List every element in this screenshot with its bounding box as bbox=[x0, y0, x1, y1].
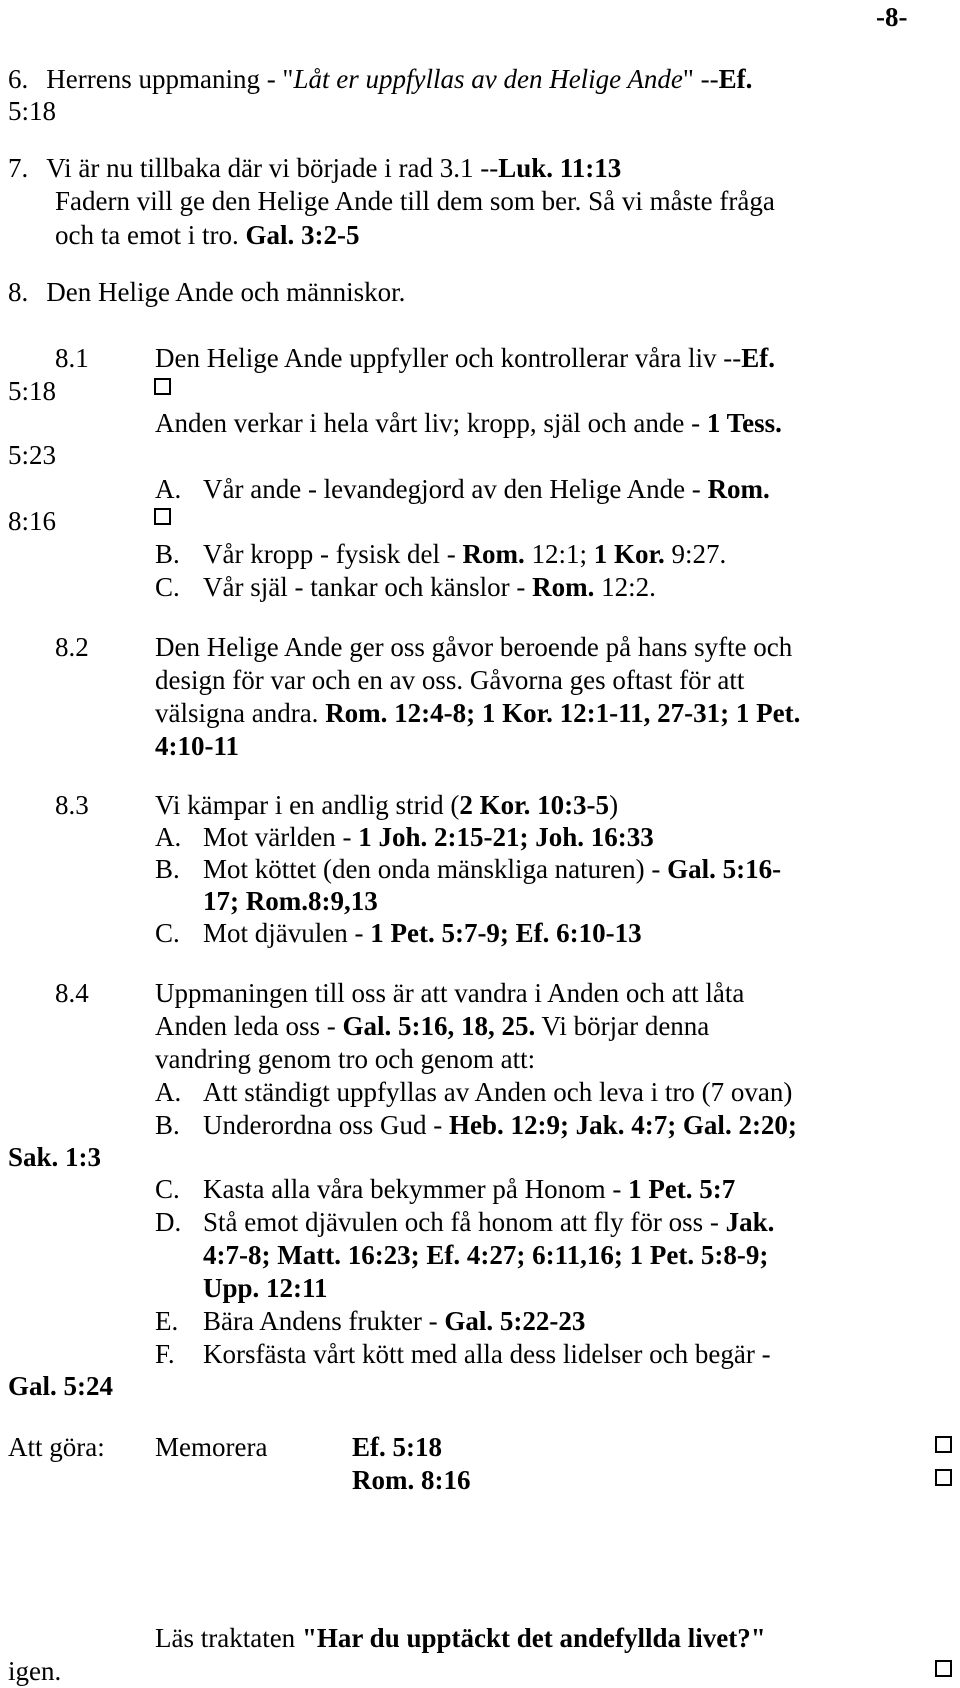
section-8-4-d-line-3: Upp. 12:11 bbox=[203, 1273, 328, 1303]
item-6-line bbox=[8, 66, 752, 93]
section-8-4-e-label: E. bbox=[155, 1306, 179, 1336]
section-8-4-b-ref: Heb. 12:9; Jak. 4:7; Gal. 2:20; bbox=[448, 1110, 797, 1140]
section-8-1-a-ref: Rom. bbox=[707, 474, 770, 504]
section-8-4-line-2 bbox=[155, 1013, 709, 1040]
section-8-1-c-text: Vår själ - tankar och känslor - bbox=[203, 572, 533, 602]
section-8-3-b-line-2: 17; Rom.8:9,13 bbox=[203, 886, 378, 916]
section-8-4-c-text: Kasta alla våra bekymmer på Honom - bbox=[203, 1174, 629, 1204]
section-8-3-c-ref: 1 Pet. 5:7-9; Ef. 6:10-13 bbox=[370, 918, 642, 948]
section-8-2-line-4: 4:10-11 bbox=[155, 731, 239, 761]
section-8-1-b-text: Vår kropp - fysisk del - bbox=[203, 539, 463, 569]
item-7-line-2: Fadern vill ge den Helige Ande till dem som ber. Så vi måste fråga bbox=[55, 186, 775, 216]
section-8-3-line-1 bbox=[155, 792, 618, 819]
section-8-1-a-line bbox=[203, 476, 770, 503]
section-8-3-number: 8.3 bbox=[55, 790, 89, 820]
section-8-1-line-1 bbox=[155, 345, 775, 372]
section-8-4-line-2-post: Vi börjar denna bbox=[535, 1011, 710, 1041]
section-8-4-line-2-text: Anden leda oss - bbox=[155, 1011, 343, 1041]
section-8-3-c-text: Mot djävulen - bbox=[203, 918, 371, 948]
section-8-3-text-post: ) bbox=[609, 790, 619, 820]
item-8-number: 8. bbox=[8, 277, 29, 307]
section-8-2-line-2: design för var och en av oss. Gåvorna ges oftast för att bbox=[155, 665, 745, 695]
checkbox-icon[interactable] bbox=[935, 1436, 952, 1453]
checkbox-icon[interactable] bbox=[935, 1660, 952, 1677]
margin-ref-3: 8:16 bbox=[8, 506, 57, 536]
checkbox-icon[interactable] bbox=[935, 1469, 952, 1486]
section-8-1-line-2-ref: 1 Tess. bbox=[706, 408, 782, 438]
section-8-1-b-ref: Rom. bbox=[462, 539, 525, 569]
section-8-3-c-label: C. bbox=[155, 918, 180, 948]
todo-ref-1: Ef. 5:18 bbox=[352, 1432, 442, 1462]
section-8-1-b-ref-2: 12:1; bbox=[524, 539, 594, 569]
item-6-number: 6. bbox=[8, 64, 29, 94]
section-8-3-ref: 2 Kor. 10:3-5 bbox=[459, 790, 610, 820]
todo-read-title: "Har du upptäckt det andefyllda livet?" bbox=[301, 1623, 766, 1653]
item-8-title: Den Helige Ande och människor. bbox=[46, 277, 406, 307]
section-8-1-a-label: A. bbox=[155, 474, 182, 504]
margin-ref-1: 5:18 bbox=[8, 376, 57, 406]
item-7-number: 7. bbox=[8, 153, 29, 183]
section-8-4-f-text: Korsfästa vårt kött med alla dess lidelser och begär - bbox=[203, 1339, 771, 1369]
section-8-1-number: 8.1 bbox=[55, 343, 89, 373]
section-8-4-c-label: C. bbox=[155, 1174, 180, 1204]
section-8-2-line-3-text: välsigna andra. bbox=[155, 698, 326, 728]
item-7-ref-2: 11:13 bbox=[553, 153, 622, 183]
section-8-1-b-label: B. bbox=[155, 539, 180, 569]
section-8-4-c-ref: 1 Pet. 5:7 bbox=[628, 1174, 736, 1204]
section-8-3-a-line bbox=[203, 824, 654, 851]
section-8-4-c-line bbox=[203, 1176, 735, 1203]
section-8-1-b-line bbox=[203, 541, 726, 568]
section-8-3-b-line bbox=[203, 856, 781, 883]
section-8-3-a-text: Mot världen - bbox=[203, 822, 359, 852]
section-8-1-c-label: C. bbox=[155, 572, 180, 602]
margin-ref-gal: Gal. 5:24 bbox=[8, 1371, 113, 1401]
section-8-3-b-label: B. bbox=[155, 854, 180, 884]
section-8-1-text: Den Helige Ande uppfyller och kontrollerar våra liv -- bbox=[155, 343, 742, 373]
margin-ref-2: 5:23 bbox=[8, 440, 57, 470]
section-8-4-d-label: D. bbox=[155, 1207, 182, 1237]
section-8-4-line-3: vandring genom tro och genom att: bbox=[155, 1044, 536, 1074]
item-6-ref-cont: 5:18 bbox=[8, 96, 57, 126]
section-8-4-d-line-2: 4:7-8; Matt. 16:23; Ef. 4:27; 6:11,16; 1 Pet. 5:8-9; bbox=[203, 1240, 769, 1270]
section-8-4-e-ref: Gal. 5:22-23 bbox=[444, 1306, 586, 1336]
section-8-4-b-text: Underordna oss Gud - bbox=[203, 1110, 449, 1140]
todo-label: Att göra: bbox=[8, 1432, 105, 1462]
item-6-text-post: " -- bbox=[682, 64, 719, 94]
section-8-1-a-text: Vår ande - levandegjord av den Helige Ande - bbox=[203, 474, 708, 504]
todo-read-cont: igen. bbox=[8, 1656, 62, 1686]
section-8-4-a-label: A. bbox=[155, 1077, 182, 1107]
item-7-ref: Luk. bbox=[498, 153, 554, 183]
section-8-3-b-ref: Gal. 5:16- bbox=[667, 854, 782, 884]
item-7-line-3-ref: Gal. bbox=[245, 220, 295, 250]
section-8-1-c-ref-2: 12:2. bbox=[594, 572, 656, 602]
section-8-2-line-3 bbox=[155, 700, 800, 727]
todo-task: Memorera bbox=[155, 1432, 268, 1462]
section-8-3-b-text: Mot köttet (den onda mänskliga naturen) - bbox=[203, 854, 668, 884]
section-8-2-number: 8.2 bbox=[55, 632, 89, 662]
section-8-4-line-1: Uppmaningen till oss är att vandra i Anden och att låta bbox=[155, 978, 745, 1008]
section-8-4-b-line bbox=[203, 1112, 797, 1139]
item-6-quote: Låt er uppfyllas av den Helige Ande bbox=[293, 64, 683, 94]
section-8-1-b-ref-3: 1 Kor. bbox=[593, 539, 665, 569]
section-8-1-line-2-text: Anden verkar i hela vårt liv; kropp, själ och ande - bbox=[155, 408, 707, 438]
todo-read-text: Läs traktaten bbox=[155, 1623, 302, 1653]
section-8-1-c-ref: Rom. bbox=[532, 572, 595, 602]
section-8-4-e-line bbox=[203, 1308, 585, 1335]
section-8-3-c-line bbox=[203, 920, 642, 947]
section-8-4-d-line bbox=[203, 1209, 774, 1236]
item-7-line-3-text: och ta emot i tro. bbox=[55, 220, 246, 250]
item-7-line-3-ref-2: 3:2-5 bbox=[294, 220, 360, 250]
todo-ref-2: Rom. 8:16 bbox=[352, 1465, 471, 1495]
section-8-4-d-text: Stå emot djävulen och få honom att fly för oss - bbox=[203, 1207, 726, 1237]
section-8-4-e-text: Bära Andens frukter - bbox=[203, 1306, 445, 1336]
section-8-2-line-3-ref: Rom. 12:4-8; 1 Kor. 12:1-11, 27-31; 1 Pet. bbox=[325, 698, 801, 728]
item-7-line-1 bbox=[8, 155, 621, 182]
section-8-4-d-ref: Jak. bbox=[725, 1207, 775, 1237]
item-7-text: Vi är nu tillbaka där vi började i rad 3.1 -- bbox=[46, 153, 499, 183]
item-8-line bbox=[8, 279, 405, 306]
margin-ref-sak: Sak. 1:3 bbox=[8, 1142, 102, 1172]
checkbox-icon[interactable] bbox=[154, 508, 171, 525]
section-8-4-number: 8.4 bbox=[55, 978, 89, 1008]
section-8-1-c-line bbox=[203, 574, 656, 601]
section-8-1-line-2 bbox=[155, 410, 782, 437]
section-8-1-b-ref-4: 9:27. bbox=[664, 539, 727, 569]
item-7-line-3 bbox=[55, 222, 359, 249]
item-6-ref: Ef. bbox=[718, 64, 753, 94]
section-8-4-b-label: B. bbox=[155, 1110, 180, 1140]
section-8-3-a-ref: 1 Joh. 2:15-21; Joh. 16:33 bbox=[358, 822, 654, 852]
section-8-4-line-2-ref: Gal. 5:16, 18, 25. bbox=[342, 1011, 536, 1041]
page-number: -8- bbox=[876, 2, 908, 32]
section-8-4-f-label: F. bbox=[155, 1339, 175, 1369]
section-8-4-a-text: Att ständigt uppfyllas av Anden och leva i tro (7 ovan) bbox=[203, 1077, 793, 1107]
section-8-3-a-label: A. bbox=[155, 822, 182, 852]
item-6-text: Herrens uppmaning - " bbox=[46, 64, 294, 94]
checkbox-icon[interactable] bbox=[154, 378, 171, 395]
section-8-3-text: Vi kämpar i en andlig strid ( bbox=[155, 790, 460, 820]
section-8-2-line-1: Den Helige Ande ger oss gåvor beroende på hans syfte och bbox=[155, 632, 793, 662]
section-8-1-ref: Ef. bbox=[741, 343, 776, 373]
todo-read-line bbox=[155, 1625, 766, 1652]
